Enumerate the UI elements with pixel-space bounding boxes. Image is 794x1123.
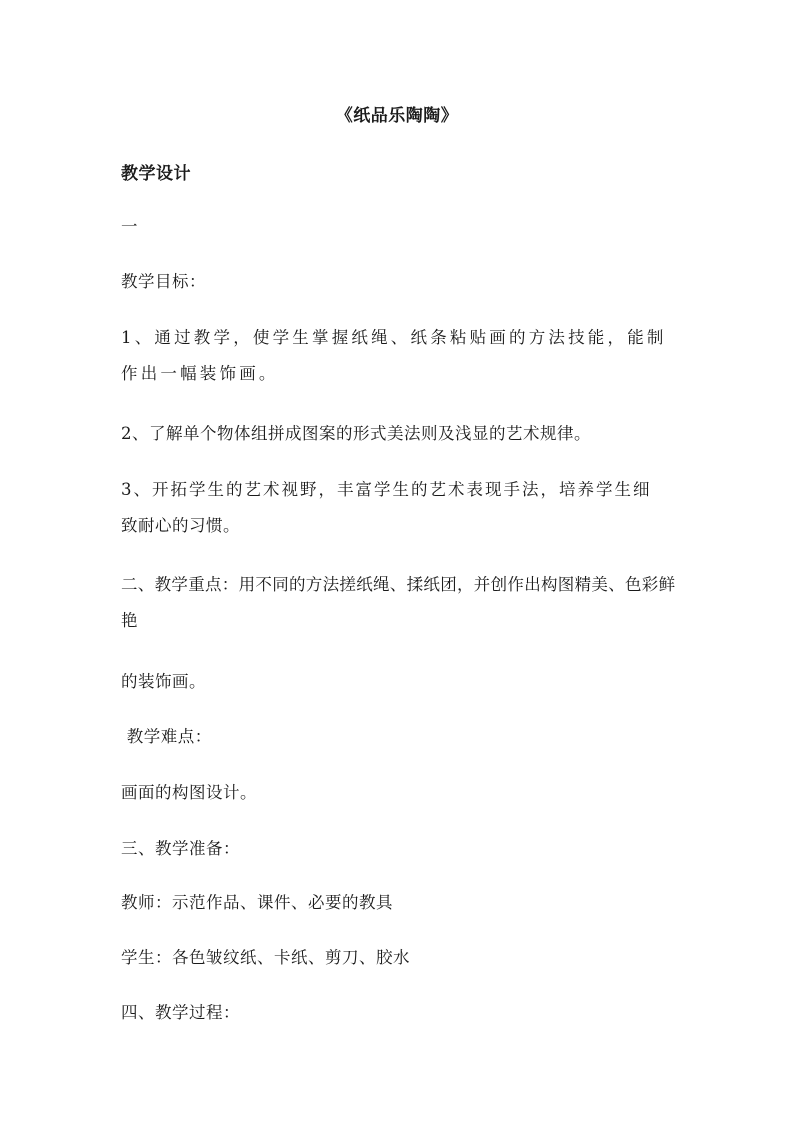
key-points-line1: 二、教学重点：用不同的方法搓纸绳、揉纸团，并创作出构图精美、色彩鲜	[121, 575, 676, 594]
process-label: 四、教学过程：	[121, 1003, 240, 1022]
key-points-line3: 的装饰画。	[121, 672, 206, 691]
key-points-line2: 艳	[121, 611, 138, 630]
document-title: 《纸品乐陶陶》	[335, 106, 459, 126]
difficulty-text: 画面的构图设计。	[121, 783, 257, 802]
section-heading: 教学设计	[121, 164, 191, 184]
objective-1-line1: 1、通过教学，使学生掌握纸绳、纸条粘贴画的方法技能，能制	[121, 328, 667, 347]
dash-line: 一	[121, 217, 138, 236]
teacher-preparation: 教师：示范作品、课件、必要的教具	[121, 893, 393, 912]
student-preparation: 学生：各色皱纹纸、卡纸、剪刀、胶水	[121, 948, 410, 967]
objective-3-line2: 致耐心的习惯。	[121, 516, 240, 535]
objective-3-line1: 3、开拓学生的艺术视野，丰富学生的艺术表现手法，培养学生细	[121, 480, 652, 499]
objectives-label: 教学目标：	[121, 272, 206, 291]
preparation-label: 三、教学准备：	[121, 839, 240, 858]
objective-2: 2、了解单个物体组拼成图案的形式美法则及浅显的艺术规律。	[121, 424, 591, 443]
difficulty-label: 教学难点：	[121, 727, 212, 746]
objective-1-line2: 作出一幅装饰画。	[121, 364, 279, 383]
